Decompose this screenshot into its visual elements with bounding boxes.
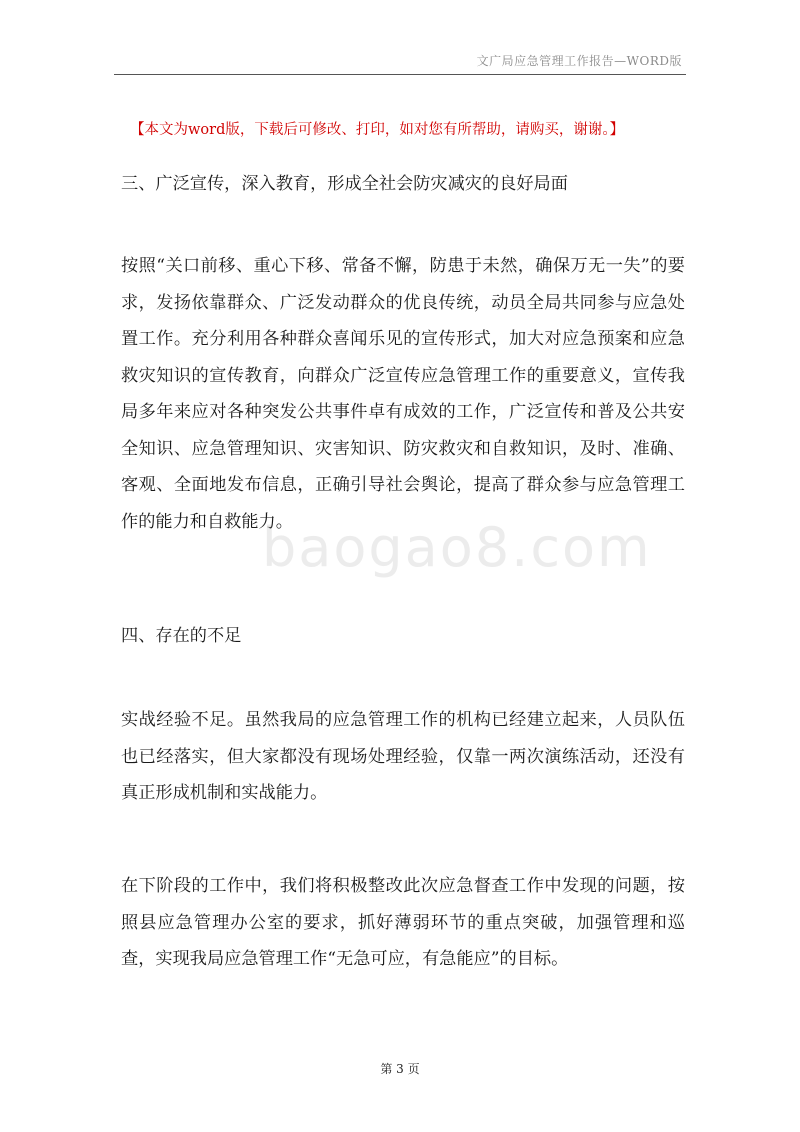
page-number: 第 3 页 [380,1062,420,1076]
purchase-notice: 【本文为word版，下载后可修改、打印，如对您有所帮助，请购买，谢谢。】 [130,122,625,138]
document-header-title: 文广局应急管理工作报告—WORD版 [476,54,682,68]
watermark: baogao8.com [262,516,652,579]
header-divider [114,74,686,75]
paragraph-publicity: 按照“关口前移、重心下移、常备不懈，防患于未然，确保万无一失”的要求，发扬依靠群众、广泛发动群众的优良传统，动员全局共同参与应急处置工作。充分利用各种群众喜闻乐见的宣传形式，加大对应急预案和应急救灾知识的宣传教育，向群众广泛宣传应急管理工作的重要意义，宣传我局多年来应对各种突发公共事件卓有成效的工作，广泛宣传和普及公共安全知识、应急管理知识、灾害知识、防灾救灾和自救知识，及时、准确、客观、全面地发布信息，正确引导社会舆论，提高了群众参与应急管理工作的能力和自救能力。 [121,256,685,532]
paragraph-shortcomings: 实战经验不足。虽然我局的应急管理工作的机构已经建立起来，人员队伍也已经落实，但大家都没有现场处理经验，仅靠一两次演练活动，还没有真正形成机制和实战能力。 [121,710,685,803]
section-heading-3: 三、广泛宣传，深入教育，形成全社会防灾减灾的良好局面 [121,174,568,194]
section-heading-4: 四、存在的不足 [121,626,242,646]
paragraph-next-steps: 在下阶段的工作中，我们将积极整改此次应急督查工作中发现的问题，按照县应急管理办公室的要求，抓好薄弱环节的重点突破，加强管理和巡查，实现我局应急管理工作“无急可应，有急能应”的目标。 [121,876,685,969]
